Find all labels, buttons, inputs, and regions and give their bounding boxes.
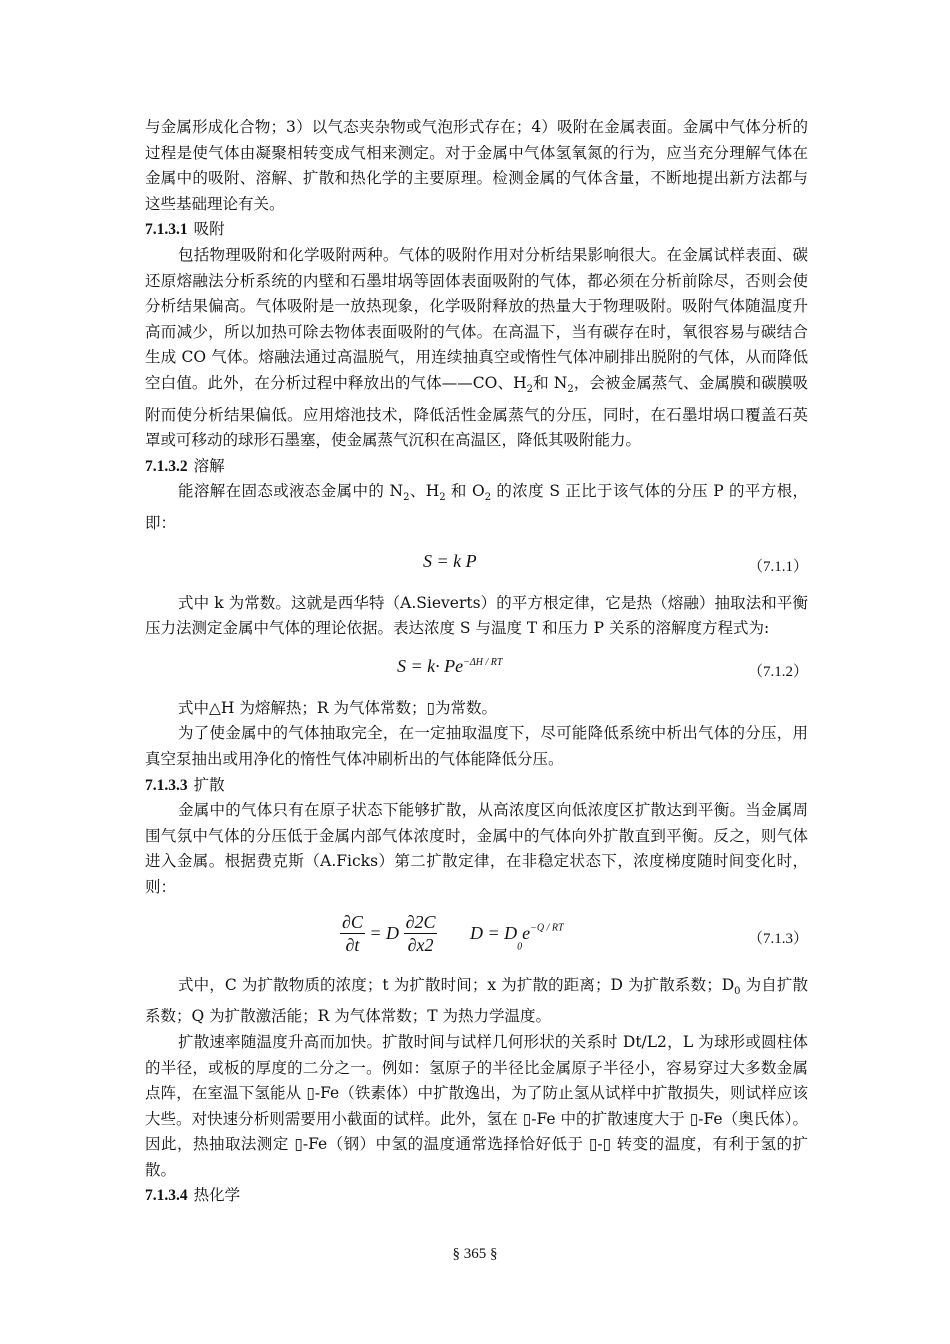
fraction-dc-dt: $\frac{\partial C}{\partial t}$ (342, 911, 363, 955)
equation-formula: $S = k\cdot Pe^{-\Delta H / RT}$ (397, 655, 503, 676)
paragraph-diffusion-variables: 式中，C 为扩散物质的浓度；t 为扩散时间；x 为扩散的距离；D 为扩散系数；$D_0$ 为自扩散系数；Q 为扩散激活能；R 为气体常数；T 为热力学温度。 (145, 975, 808, 1026)
paragraph-dissolution: 能溶解在固态或液态金属中的 $N_2$、$H_2$ 和 $O_2$ 的浓度 S 正比于该气体的分压 P 的平方根，即： (145, 482, 808, 533)
section-heading-adsorption (145, 217, 808, 243)
paragraph-extraction: 为了使金属中的气体抽取完全，在一定抽取温度下，尽可能降低系统中析出气体的分压，用真空泵抽出或用净化的惰性气体冲刷析出的气体能降低分压。 (145, 724, 808, 769)
section-heading-diffusion (145, 773, 808, 799)
document-body (145, 115, 808, 1209)
page-number: § 365 § (452, 1246, 498, 1262)
equation-number: （7.1.2） (747, 663, 808, 680)
paragraph-sieverts-law: 式中 k 为常数。这就是西华特（A.Sieverts）的平方根定律，它是热（熔融）抽取法和平衡压力法测定金属中气体的理论依据。表达浓度 S 与温度 T 和压力 P 关系的溶解度方程式为: (145, 593, 808, 638)
paragraph-adsorption: 包括物理吸附和化学吸附两种。气体的吸附作用对分析结果影响很大。在金属试样表面、碳还原熔融法分析系统的内壁和石墨坩埚等固体表面吸附的气体，都必须在分析前除尽，否则会使分析结果偏高。气体吸附是一放热现象，化学吸附释放的热量大于物理吸附。吸附气体随温度升高而减少，所以加热可除去物体表面吸附的气体。在高温下，当有碳存在时，氧很容易与碳结合生成 CO 气体。熔融法通过高温脱气，用连续抽真空或惰性气体冲刷排出脱附的气体，从而降低空白值。此外，在分析过程中释放出的气体——CO、$H_2$和 $N_2$，会被金属蒸气、金属膜和碳膜吸附而使分析结果偏低。应用熔池技术，降低活性金属蒸气的分压，同时，在石墨坩埚口覆盖石英罩或可移动的球形石墨塞，使金属蒸气沉积在高温区，降低其吸附能力。 (145, 245, 808, 450)
fraction-d2c-dx2: $\frac{\partial 2C}{\partial x2}$ (405, 911, 436, 955)
section-title: 热化学 (193, 1186, 241, 1205)
section-title: 溶解 (193, 456, 225, 475)
equation-number: （7.1.1） (747, 558, 808, 575)
equation-7-1-1 (145, 543, 808, 583)
section-title: 吸附 (193, 220, 225, 239)
section-number: 7.1.3.2 (145, 457, 188, 475)
section-title: 扩散 (193, 775, 225, 794)
equation-number: （7.1.3） (747, 930, 808, 947)
paragraph-intro: 与金属形成化合物；3）以气态夹杂物或气泡形式存在；4）吸附在金属表面。金属中气体分析的过程是使气体由凝聚相转变成气相来测定。对于金属中气体氢氧氮的行为，应当充分理解气体在金属中的吸附、溶解、扩散和热化学的主要原理。检测金属的气体含量，不断地提出新方法都与这些基础理论有关。 (145, 118, 808, 213)
equation-7-1-3 (145, 907, 808, 965)
section-heading-dissolution (145, 454, 808, 480)
equation-7-1-2 (145, 648, 808, 688)
equation-formula: $\frac{\partial C}{\partial t}$ = D $\frac{\partial 2C}{\partial x2}$ $D = D_0e^{-Q / RT}$ (342, 911, 564, 955)
paragraph-variables: 式中△H 为熔解热；R 为气体常数；▯为常数。 (178, 698, 497, 717)
paragraph-diffusion: 金属中的气体只有在原子状态下能够扩散，从高浓度区向低浓度区扩散达到平衡。当金属周围气氛中气体的分压低于金属内部气体浓度时，金属中的气体向外扩散直到平衡。反之，则气体进入金属。根据费克斯（A.Ficks）第二扩散定律，在非稳定状态下，浓度梯度随时间变化时，则： (145, 801, 808, 897)
section-heading-thermochemistry (145, 1183, 808, 1209)
equation-formula: S = k P (423, 550, 477, 571)
section-number: 7.1.3.1 (145, 221, 188, 239)
section-number: 7.1.3.4 (145, 1187, 188, 1205)
section-number: 7.1.3.3 (145, 776, 188, 794)
paragraph-diffusion-rate: 扩散速率随温度升高而加快。扩散时间与试样几何形状的关系时 Dt/L2，L 为球形或圆柱体的半径，或板的厚度的二分之一。例如：氢原子的半径比金属原子半径小，容易穿过大多数金属点阵，在室温下氢能从 ▯-Fe（铁素体）中扩散逸出，为了防止氢从试样中扩散损失，则试样应该大些。对快速分析则需要用小截面的试样。此外，氢在 ▯-Fe 中的扩散速度大于 ▯-Fe（奥氏体）。因此，热抽取法测定 ▯-Fe（钢）中氢的温度通常选择恰好低于 ▯-▯ 转变的温度，有利于氢的扩散。 (145, 1032, 808, 1179)
